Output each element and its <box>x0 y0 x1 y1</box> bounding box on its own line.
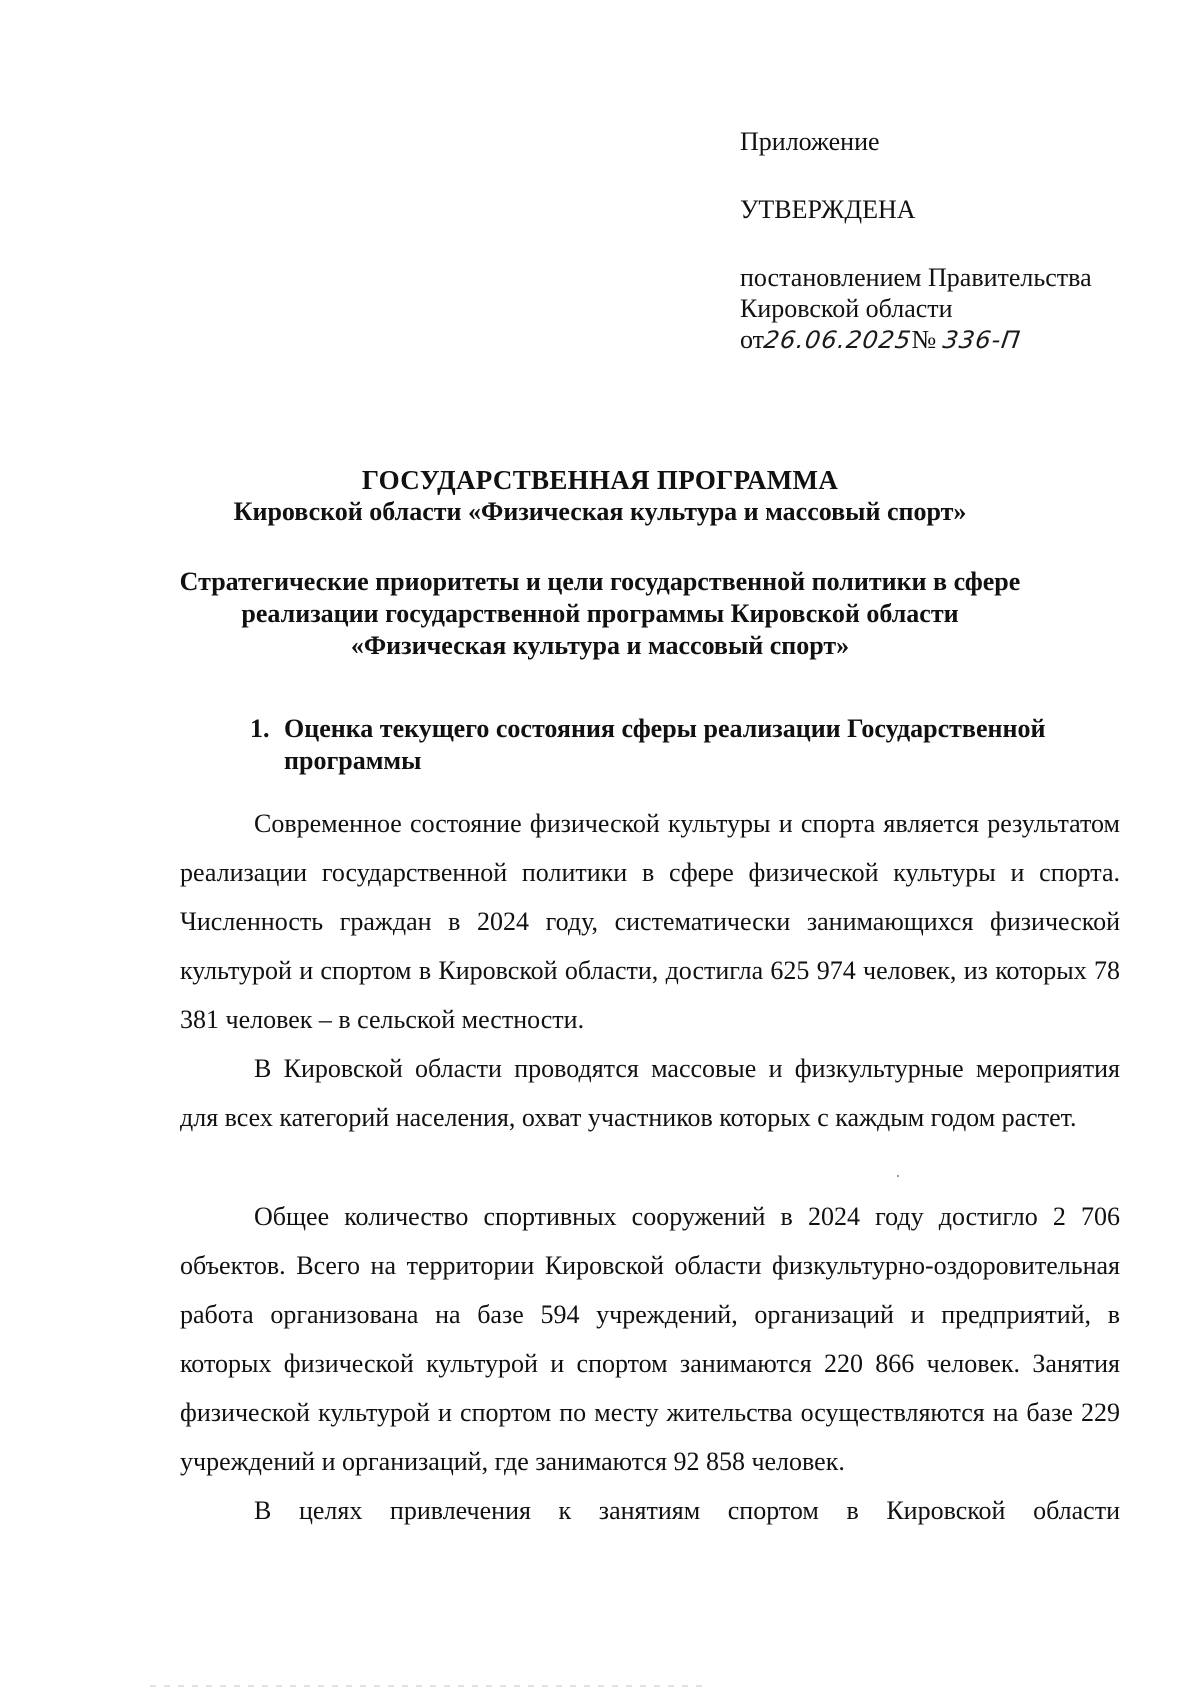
paragraph-1 <box>180 799 1120 1044</box>
paragraph-text: В Кировской области проводятся массовые и физкультурные мероприятия для всех категорий населения, охват участников которых с каждым годом растет. <box>180 1054 1120 1132</box>
program-title-line2: Кировской области «Физическая культура и массовый спорт» <box>233 497 967 526</box>
handwritten-number: 336-П <box>940 326 1023 354</box>
date-prefix: от <box>740 325 765 354</box>
program-title <box>60 464 1140 528</box>
scan-noise <box>150 1685 710 1687</box>
subtitle-line1: Стратегические приоритеты и цели государственной политики в сфере <box>179 567 1021 596</box>
section-title <box>284 713 1130 777</box>
section-title-line2: программы <box>284 746 422 775</box>
strategic-subtitle <box>60 566 1140 662</box>
program-title-line1: ГОСУДАРСТВЕННАЯ ПРОГРАММА <box>361 465 839 495</box>
handwritten-date: 26.06.2025 <box>762 326 914 354</box>
paragraph-text: Общее количество спортивных сооружений в 2024 году достигло 2 706 объектов. Всего на территории Кировской области физкультурно-оздоровительная работа организована на базе 594 учреждений, организаций и предприятий, в которых физической культурой и спортом занимаются 220 866 человек. Занятия физической культурой и спортом по месту жительства осуществляются на базе 229 учреждений и организаций, где занимаются 92 858 человек. <box>180 1202 1120 1476</box>
section-title-line1: Оценка текущего состояния сферы реализации Государственной <box>284 714 1046 743</box>
decree-line: постановлением Правительства <box>740 263 1092 292</box>
annex-label: Приложение <box>740 127 880 156</box>
decree-date-line <box>740 324 1023 356</box>
paragraph-text: Современное состояние физической культуры и спорта является результатом реализации государственной политики в сфере физической культуры и спорта. Численность граждан в 2024 году, систематически занимающихся физической культурой и спортом в Кировской области, достигла 625 974 человек, из которых 78 381 человек – в сельской местности. <box>180 809 1120 1034</box>
subtitle-line2: реализации государственной программы Кировской области <box>241 599 959 628</box>
section-number: 1. <box>250 714 270 743</box>
paragraph-text: В целях привлечения к занятиям спортом в Кировской области <box>254 1496 1120 1525</box>
paragraph-2 <box>180 1044 1120 1142</box>
decree-region-line: Кировской области <box>740 294 953 323</box>
number-prefix: № <box>911 325 937 354</box>
scan-speck <box>897 1175 899 1177</box>
subtitle-line3: «Физическая культура и массовый спорт» <box>350 631 850 660</box>
approved-label: УТВЕРЖДЕНА <box>740 195 916 224</box>
paragraph-4 <box>180 1486 1120 1535</box>
paragraph-3 <box>180 1192 1120 1486</box>
